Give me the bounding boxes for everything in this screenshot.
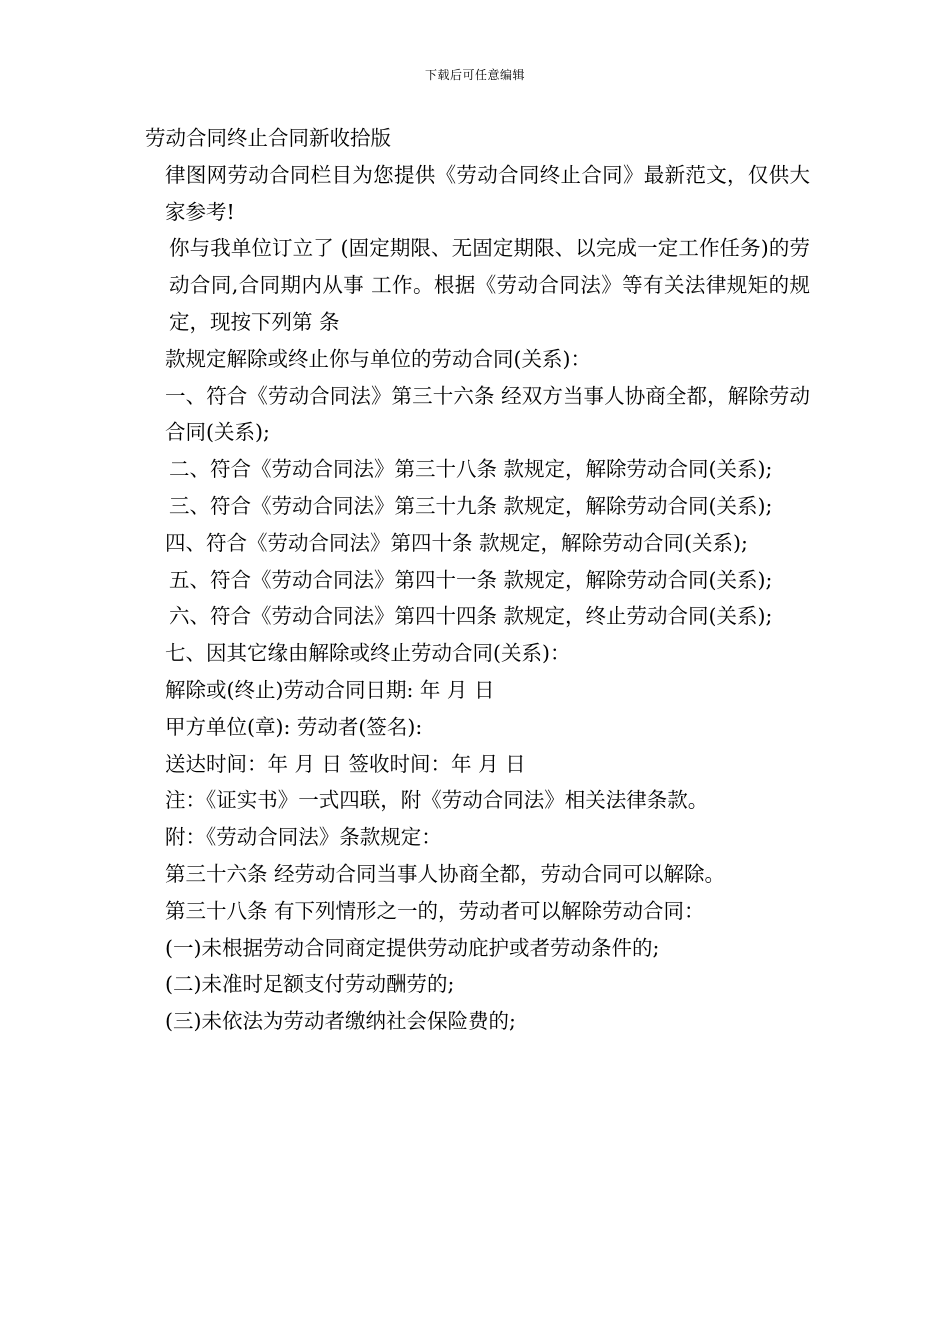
appendix-heading: 附：《劳动合同法》条款规定： xyxy=(165,825,442,850)
list-item-4: 四、符合《劳动合同法》第四十条 款规定，解除劳动合同(关系); xyxy=(165,530,748,555)
list-item-7: 七、因其它缘由解除或终止劳动合同(关系)： xyxy=(165,641,571,666)
list-item-3: 三、符合《劳动合同法》第三十九条 款规定，解除劳动合同(关系); xyxy=(169,493,773,518)
article-38-item-3: (三)未依法为劳动者缴纳社会保险费的; xyxy=(165,1009,516,1034)
paragraph-intro: 律图网劳动合同栏目为您提供《劳动合同终止合同》最新范文，仅供大家参考! xyxy=(165,162,810,224)
paragraph-notice: 你与我单位订立了 (固定期限、无固定期限、以完成一定工作任务)的劳动合同,合同期内从事 工作。根据《劳动合同法》等有关法律规矩的规定，现按下列第 条 xyxy=(169,236,810,334)
delivery-time-line: 送达时间：年 月 日 签收时间：年 月 日 xyxy=(165,751,526,776)
signature-line: 甲方单位(章): 劳动者(签名): xyxy=(165,714,423,739)
list-item-1: 一、符合《劳动合同法》第三十六条 经双方当事人协商全都，解除劳动合同(关系); xyxy=(165,383,810,445)
page-header-note: 下载后可任意编辑 xyxy=(424,68,525,82)
document-body xyxy=(145,120,810,1040)
article-38-item-2: (二)未准时足额支付劳动酬劳的; xyxy=(165,972,455,997)
document-title: 劳动合同终止合同新收拾版 xyxy=(145,126,391,150)
note-line: 注：《证实书》一式四联，附《劳动合同法》相关法律条款。 xyxy=(165,788,709,813)
article-38: 第三十八条 有下列情形之一的，劳动者可以解除劳动合同： xyxy=(165,898,705,923)
termination-date-line: 解除或(终止)劳动合同日期: 年 月 日 xyxy=(165,677,495,702)
paragraph-clause: 款规定解除或终止你与单位的劳动合同(关系)： xyxy=(165,346,591,371)
list-item-5: 五、符合《劳动合同法》第四十一条 款规定，解除劳动合同(关系); xyxy=(169,567,773,592)
article-38-item-1: (一)未根据劳动合同商定提供劳动庇护或者劳动条件的; xyxy=(165,935,660,960)
article-36: 第三十六条 经劳动合同当事人协商全都，劳动合同可以解除。 xyxy=(165,861,726,886)
list-item-2: 二、符合《劳动合同法》第三十八条 款规定，解除劳动合同(关系); xyxy=(169,457,773,482)
list-item-6: 六、符合《劳动合同法》第四十四条 款规定，终止劳动合同(关系); xyxy=(169,604,773,629)
